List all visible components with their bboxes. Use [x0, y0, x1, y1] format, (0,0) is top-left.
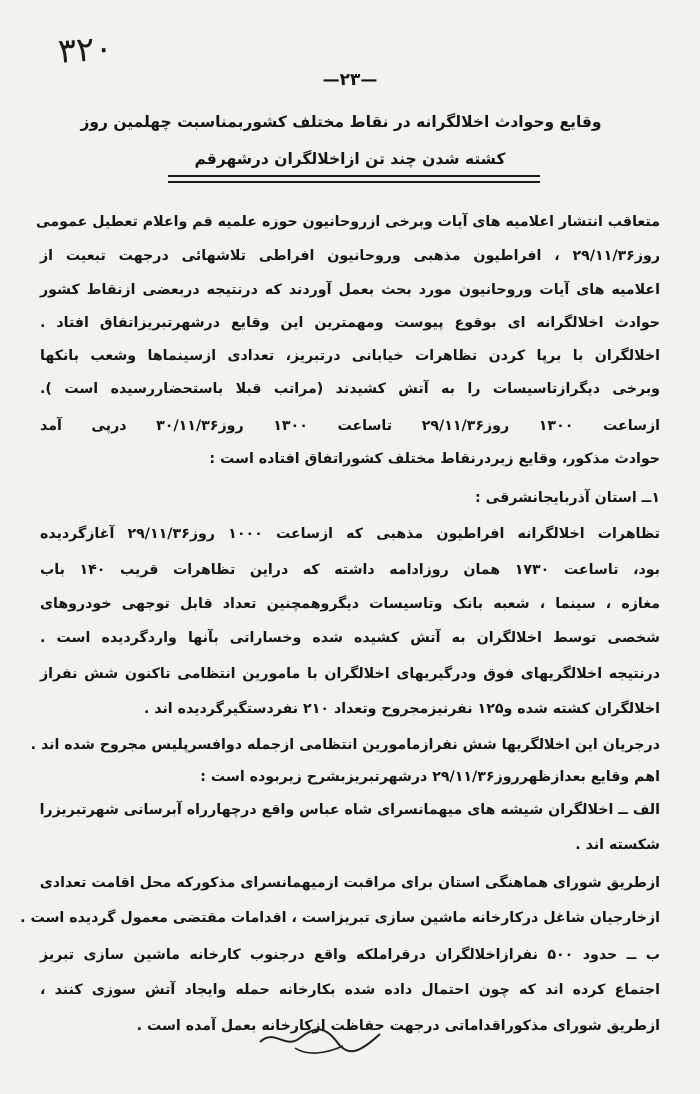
- text-line: اجتماع کرده اند که چون احتمال داده شده بکارخانه حمله وایجاد آتش سوزی کنند ،: [40, 982, 660, 998]
- text-line: شخصی توسط اخلالگران به آتش کشیده شده وخساراتی بآنها واردگردیده است .: [40, 630, 660, 646]
- text-line: تظاهرات اخلالگرانه افراطیون مذهبی که ازساعت ۱۰۰۰ روز۲۹/۱۱/۳۶ آغازگردیده: [40, 526, 661, 542]
- text-line: ازطریق شورای هماهنگی استان برای مراقبت ازمیهمانسرای مذکورکه محل اقامت تعدادی: [39, 875, 660, 891]
- section-heading: ۱ــ استان آذربایجانشرقی :: [475, 490, 660, 506]
- text-line: درنتیجه اخلالگریهای فوق ودرگیریهای اخلالگران با مامورین انتظامی تاکنون شش نفراز: [40, 666, 660, 682]
- handwritten-signature: [255, 1020, 385, 1060]
- subtitle-underline-second: [168, 181, 540, 183]
- text-line: شکسته اند .: [575, 837, 660, 853]
- text-line: اعلامیه های آیات وروحانیون مورد بحث بعمل آوردند که درنتیجه دربعضی ازنقاط کشور: [40, 282, 660, 298]
- subtitle-underline: [168, 175, 540, 177]
- text-line: اهم وقایع بعدازظهرروز۲۹/۱۱/۳۶ درشهرتبریزبشرح زیربوده است :: [200, 769, 660, 785]
- document-subtitle: کشته شدن چند تن ازاخلالگران درشهرقم: [194, 150, 506, 168]
- text-line: درجریان این اخلالگریها شش نفرازمامورین انتظامی ازجمله دوافسرپلیس مجروح شده اند .: [30, 737, 660, 753]
- text-line: حوادث مذکور، وقایع زیردرنقاط مختلف کشوراتفاق افتاده است :: [209, 451, 660, 467]
- text-line: وبرخی دیگرازتاسیسات را به آتش کشیدند (مراتب قبلا باستحضاررسیده است ).: [40, 381, 660, 397]
- text-line: اخلالگران با برپا کردن تظاهرات خیابانی درتبریز، تعدادی ازسینماها وشعب بانکها: [40, 348, 660, 364]
- text-line: متعاقب انتشار اعلامیه های آیات وبرخی ازروحانیون حوزه علمیه قم واعلام تعطیل عمومی: [36, 214, 660, 230]
- text-line: ازطریق شورای مذکوراقداماتی درجهت حفاظت ازکارخانه بعمل آمده است .: [136, 1018, 660, 1034]
- text-line: روز۲۹/۱۱/۳۶ ، افراطیون مذهبی وروحانیون افراطی تلاشهائی درجهت تبعیت از: [40, 248, 660, 264]
- text-line: اخلالگران کشته شده و۱۲۵ نفرنیزمجروح وتعداد ۲۱۰ نفردستگیرگردیده اند .: [143, 701, 660, 717]
- text-line: حوادث اخلالگرانه ای بوقوع پیوست ومهمترین این وقایع درشهرتبریزاتفاق افتاد .: [40, 315, 660, 331]
- text-line: ازساعت ۱۳۰۰ روز۲۹/۱۱/۳۶ تاساعت ۱۳۰۰ روز۳۰/۱۱/۳۶ درپی آمد: [40, 418, 661, 434]
- page-number: —۲۳—: [322, 70, 378, 90]
- handwritten-page-number: ۳۲۰: [56, 28, 115, 72]
- text-line: بود، تاساعت ۱۷۳۰ همان روزادامه داشته که دراین تظاهرات قریب ۱۴۰ باب: [40, 562, 660, 578]
- text-line: ازخارجیان شاغل درکارخانه ماشین سازی تبریزاست ، اقدامات مقتضی معمول گردیده است .: [20, 910, 660, 926]
- text-line: مغازه ، سینما ، شعبه بانک وتاسیسات دیگروهمچنین تعداد قابل توجهی خودروهای: [40, 596, 660, 612]
- document-title: وقایع وحوادث اخلالگرانه در نقاط مختلف کشوربمناسبت چهلمین روز: [80, 113, 602, 131]
- text-line: الف ــ اخلالگران شیشه های میهمانسرای شاه عباس واقع درچهارراه آبرسانی شهرتبریزرا: [39, 802, 660, 818]
- text-line: ب ــ حدود ۵۰۰ نفرازاخلالگران درقراملکه واقع درجنوب کارخانه ماشین سازی تبریز: [40, 947, 660, 963]
